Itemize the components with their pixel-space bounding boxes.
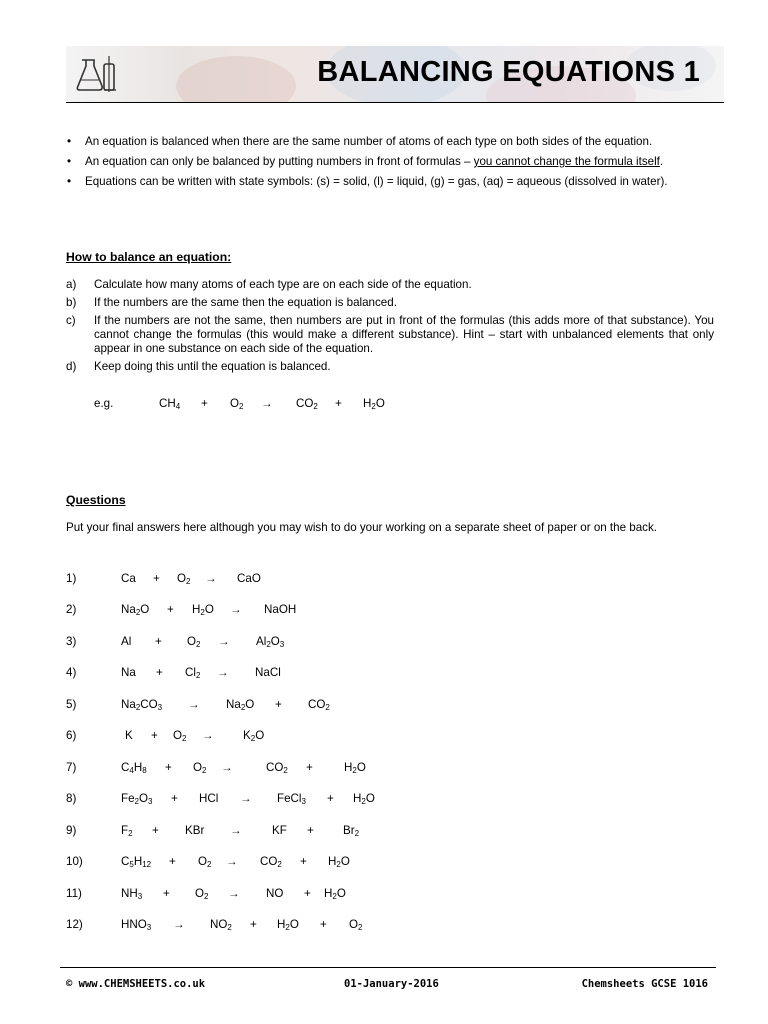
eq-term: $Fe_2O_3$ xyxy=(121,792,153,806)
eq-term: Al xyxy=(121,635,132,648)
footer-date: 01-January-2016 xyxy=(344,978,439,990)
eq-term: + xyxy=(300,855,307,868)
eq-term: + xyxy=(335,397,342,410)
eq-term: $H_2O$ xyxy=(344,761,366,775)
eq-term: + xyxy=(165,761,172,774)
eq-term: + xyxy=(327,792,334,805)
question-number: 10) xyxy=(66,855,83,868)
eq-term: $H_2O$ xyxy=(328,855,350,869)
eq-term: $C_4H_8$ xyxy=(121,761,147,775)
eq-term: NO xyxy=(266,887,284,900)
eq-term: $HNO_3$ xyxy=(121,918,152,932)
question-number: 3) xyxy=(66,635,77,648)
eq-term: → xyxy=(218,635,230,648)
question-number: 1) xyxy=(66,572,77,585)
eq-term: → xyxy=(228,887,240,900)
eq-term: HCl xyxy=(199,792,219,805)
step-item: a) Calculate how many atoms of each type are on each side of the equation. xyxy=(66,278,472,291)
eq-term: KBr xyxy=(185,824,205,837)
bullet-item: • An equation is balanced when there are the same number of atoms of each type on both sides of the equation. xyxy=(66,135,714,149)
bullet-item: • Equations can be written with state symbols: (s) = solid, (l) = liquid, (g) = gas, (aq) = aqueous (dissolved in water). xyxy=(66,175,714,189)
eq-term: $O_2$ xyxy=(173,729,187,743)
eq-term: + xyxy=(320,918,327,931)
eq-term: K xyxy=(125,729,133,742)
footer-rule xyxy=(60,967,716,968)
eq-term: $C_5H_{12}$ xyxy=(121,855,152,869)
questions-heading: Questions xyxy=(66,493,126,507)
eq-term: $O_2$ xyxy=(195,887,209,901)
eq-term: + xyxy=(156,666,163,679)
steps-list xyxy=(66,278,714,378)
eq-term: $NH_3$ xyxy=(121,887,143,901)
intro-bullets xyxy=(66,135,714,195)
eq-term: $CO_2$ xyxy=(260,855,282,869)
eq-term: + xyxy=(275,698,282,711)
eq-term: → xyxy=(188,698,200,711)
eq-term: + xyxy=(304,887,311,900)
eq-term: $O_2$ xyxy=(349,918,363,932)
eq-term: + xyxy=(155,635,162,648)
eq-term: FeCl$_3$ xyxy=(277,792,306,806)
lab-glassware-icon xyxy=(76,52,122,98)
how-to-heading: How to balance an equation: xyxy=(66,250,232,264)
question-number: 6) xyxy=(66,729,77,742)
eq-term: $Na_2O$ xyxy=(121,603,150,617)
eq-term: → xyxy=(261,397,273,410)
eq-term: CaO xyxy=(237,572,261,585)
question-number: 5) xyxy=(66,698,77,711)
eq-term: $CO_2$ xyxy=(308,698,330,712)
eq-term: + xyxy=(171,792,178,805)
footer-code: Chemsheets GCSE 1016 xyxy=(581,978,708,990)
eq-term: → xyxy=(221,761,233,774)
eq-term: + xyxy=(307,824,314,837)
eq-term: → xyxy=(230,824,242,837)
eq-term: $H_2O$ xyxy=(192,603,214,617)
step-item: d) Keep doing this until the equation is balanced. xyxy=(66,360,331,373)
eq-term: $Cl_2$ xyxy=(185,666,201,680)
eq-term: $Br_2$ xyxy=(343,824,360,838)
eq-term: KF xyxy=(272,824,287,837)
eq-term: + xyxy=(306,761,313,774)
eq-term: Na xyxy=(121,666,136,679)
eq-term: $Al_2O_3$ xyxy=(256,635,285,649)
eq-term: NaCl xyxy=(255,666,281,679)
eq-term: $NO_2$ xyxy=(210,918,232,932)
eq-term: $O_2$ xyxy=(187,635,201,649)
eq-term: $H_2O$ xyxy=(324,887,346,901)
question-number: 4) xyxy=(66,666,77,679)
eq-term: $CH_4$ xyxy=(159,397,181,411)
eq-term: $Na_2CO_3$ xyxy=(121,698,163,712)
bullet-item: • An equation can only be balanced by putting numbers in front of formulas – you cannot change the formula itself. xyxy=(66,155,714,169)
questions-intro: Put your final answers here although you may wish to do your working on a separate sheet of paper or on the back. xyxy=(66,521,657,534)
header-rule xyxy=(66,102,724,103)
question-number: 12) xyxy=(66,918,83,931)
eq-term: → xyxy=(202,729,214,742)
page-title: BALANCING EQUATIONS 1 xyxy=(317,56,700,88)
eq-term: + xyxy=(250,918,257,931)
step-item: b) If the numbers are the same then the equation is balanced. xyxy=(66,296,397,309)
eq-term: $O_2$ xyxy=(198,855,212,869)
eq-term: + xyxy=(167,603,174,616)
example-label: e.g. xyxy=(94,397,114,410)
eq-term: + xyxy=(169,855,176,868)
footer-website: © www.CHEMSHEETS.co.uk xyxy=(66,978,206,990)
eq-term: + xyxy=(152,824,159,837)
question-number: 11) xyxy=(66,887,82,900)
eq-term: $CO_2$ xyxy=(296,397,318,411)
question-number: 7) xyxy=(66,761,77,774)
eq-term: NaOH xyxy=(264,603,297,616)
eq-term: $F_2$ xyxy=(121,824,133,838)
step-item: c) If the numbers are not the same, then numbers are put in front of the formulas (this adds more of that substance). You cannot change the formulas (this would make a different substance). Hint – start with unbalanced elements that only appear in one substance on each side of the equation. xyxy=(66,314,714,355)
eq-term: → xyxy=(240,792,252,805)
eq-term: $O_2$ xyxy=(177,572,191,586)
question-number: 9) xyxy=(66,824,77,837)
eq-term: + xyxy=(151,729,158,742)
eq-term: $K_2O$ xyxy=(243,729,265,743)
eq-term: → xyxy=(230,603,242,616)
eq-term: → xyxy=(205,572,217,585)
eq-term: $CO_2$ xyxy=(266,761,288,775)
eq-term: $O_2$ xyxy=(193,761,207,775)
eq-term: $O_2$ xyxy=(230,397,244,411)
eq-term: $H_2O$ xyxy=(363,397,385,411)
eq-term: $H_2O$ xyxy=(353,792,375,806)
eq-term: + xyxy=(163,887,170,900)
question-number: 2) xyxy=(66,603,77,616)
question-number: 8) xyxy=(66,792,77,805)
eq-term: + xyxy=(201,397,208,410)
eq-term: $Na_2O$ xyxy=(226,698,255,712)
eq-term: Ca xyxy=(121,572,136,585)
eq-term: → xyxy=(217,666,229,679)
eq-term: → xyxy=(226,855,238,868)
eq-term: + xyxy=(153,572,160,585)
eq-term: $H_2O$ xyxy=(277,918,299,932)
eq-term: → xyxy=(173,918,185,931)
